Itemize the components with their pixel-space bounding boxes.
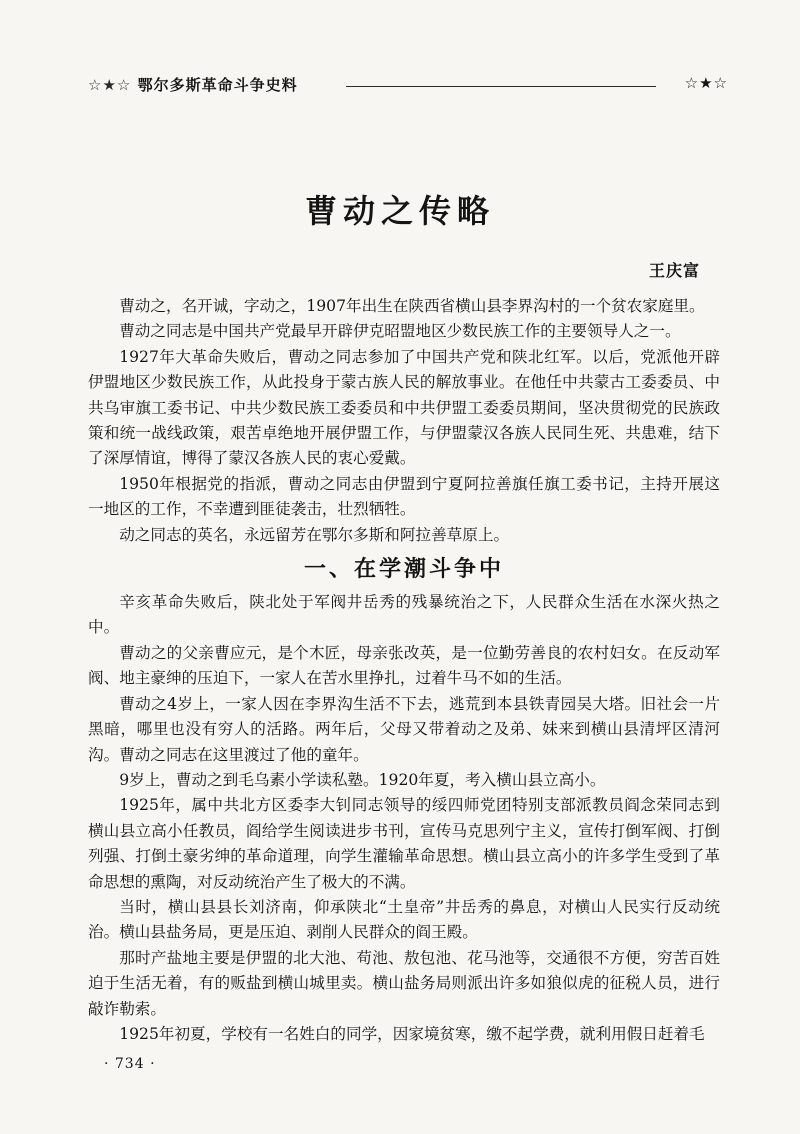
paragraph: 动之同志的英名，永远留芳在鄂尔多斯和阿拉善草原上。 [119,525,510,544]
running-head-left [88,74,298,95]
article-title: 曹动之传略 [304,192,495,230]
paragraph: 曹动之的父亲曹应元，是个木匠，母亲张改英，是一位勤劳善良的农村妇女。在反动军阀、地主豪绅的压迫下，一家人在苦水里挣扎，过着牛马不如的生活。 [88,643,720,688]
paragraph: 辛亥革命失败后，陕北处于军阀井岳秀的残暴统治之下，人民群众生活在水深火热之中。 [88,593,720,637]
running-head [88,74,728,96]
paragraph: 曹动之，名开诚，字动之，1907年出生在陕西省横山县李界沟村的一个贫农家庭里。 [119,297,705,315]
section-heading: 一、在学潮斗争中 [303,557,504,583]
paragraph: 1927年大革命失败后，曹动之同志参加了中国共产党和陕北红军。以后，党派他开辟伊盟地区少数民族工作，从此投身于蒙古族人民的解放事业。在他任中共蒙古工委委员、中共乌审旗工委书记、中共少数民族工委委员和中共伊盟工委委员期间，坚决贯彻党的民族政策和统一战线政策，艰苦卓绝地开展伊盟工作，与伊盟蒙汉各族人民同生死、共患难，结下了深厚情谊，博得了蒙汉各族人民的衷心爱戴。 [88,347,720,468]
paragraph: 曹动之4岁上，一家人因在李界沟生活不下去，逃荒到本县铁青园吴大塔。旧社会一片黑暗，哪里也没有穷人的活路。两年后，父母又带着动之及弟、妹来到横山县清坪区清河沟。曹动之同志在这里渡过了他的童年。 [88,694,720,764]
star-icon-group-right: ☆★☆ [684,74,728,92]
star-icon-group-left: ☆★☆ [88,76,132,94]
paragraph: 1950年根据党的指派，曹动之同志由伊盟到宁夏阿拉善旗任旗工委书记，主持开展这一地区的工作，不幸遭到匪徒袭击，壮烈牺牲。 [88,474,720,519]
running-head-title: 鄂尔多斯革命斗争史料 [137,76,298,94]
page-number: · 734 · [104,1056,156,1072]
running-head-rule [346,86,656,87]
paragraph: 曹动之同志是中国共产党最早开辟伊克昭盟地区少数民族工作的主要领导人之一。 [119,322,681,341]
paragraph: 当时，横山县县长刘济南，仰承陕北“土皇帝”井岳秀的鼻息，对横山人民实行反动统治。横山县盐务局，更是压迫、剥削人民群众的阎王殿。 [88,897,720,942]
article-body [88,294,720,1047]
article-author: 王庆富 [648,261,700,280]
paragraph: 1925年，属中共北方区委李大钊同志领导的绥四师党团特别支部派教员阎念荣同志到横山县立高小任教员，阎给学生阅读进步书刊，宣传马克思列宁主义，宣传打倒军阀、打倒列强、打倒土豪劣绅的革命道理，向学生灌输革命思想。横山县立高小的许多学生受到了革命思想的熏陶，对反动统治产生了极大的不满。 [88,796,720,891]
paragraph: 9岁上，曹动之到毛乌素小学读私塾。1920年夏，考入横山县立高小。 [119,770,606,789]
paragraph: 那时产盐地主要是伊盟的北大池、苟池、敖包池、花马池等，交通很不方便，穷苦百姓迫于生活无着，有的贩盐到横山城里卖。横山盐务局则派出许多如狼似虎的征税人员，进行敲诈勒索。 [88,948,720,1018]
paragraph: 1925年初夏，学校有一名姓白的同学，因家境贫寒，缴不起学费，就利用假日赶着毛 [119,1024,705,1043]
